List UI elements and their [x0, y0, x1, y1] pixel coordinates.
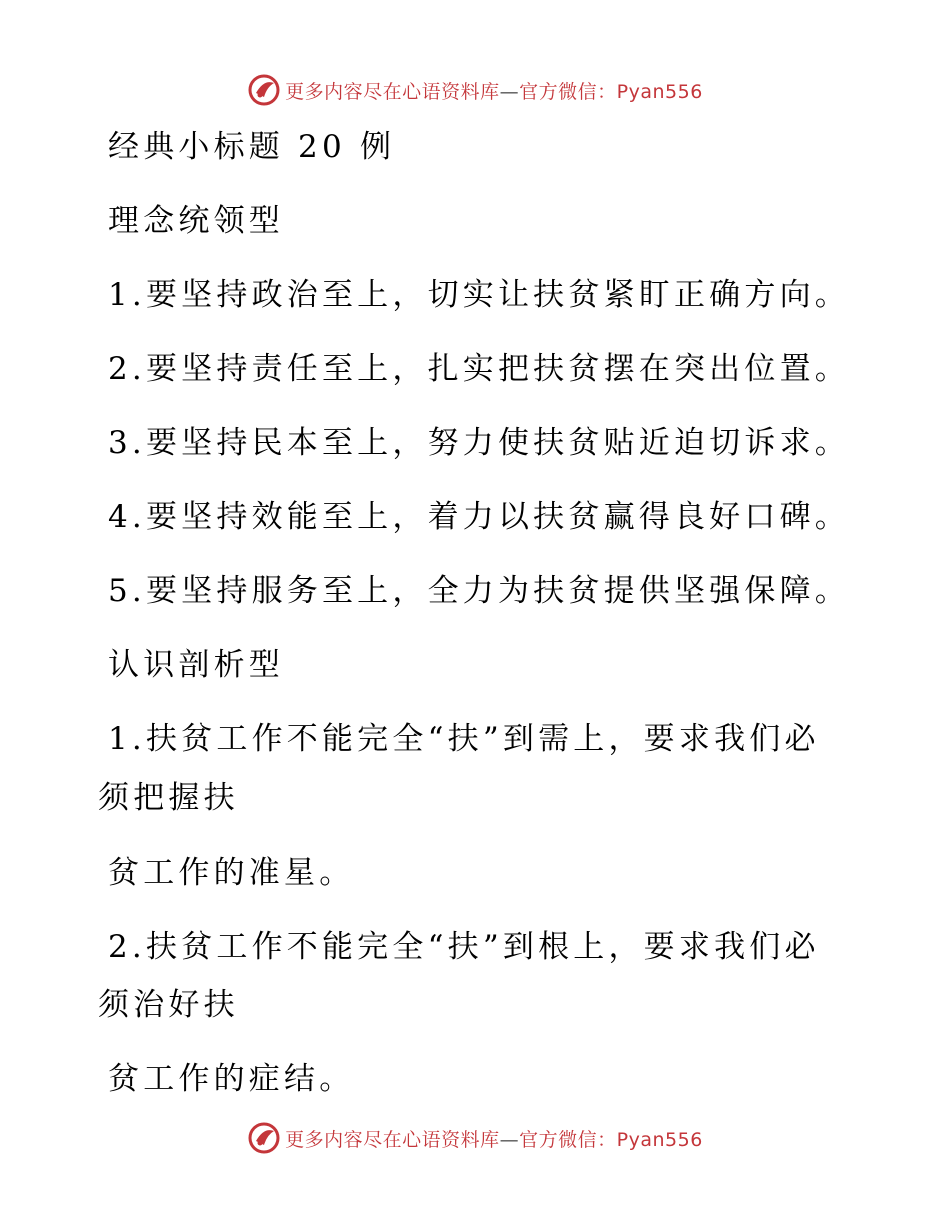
banner-text [285, 1125, 703, 1152]
list-item: 1.扶贫工作不能完全“扶”到需上，要求我们必 [108, 721, 820, 757]
document-title: 经典小标题 20 例 [108, 129, 396, 165]
banner-wechat-text: 官方微信：Pyan556 [519, 80, 703, 103]
list-item-continuation: 须治好扶 [98, 987, 239, 1023]
brand-logo-icon [247, 73, 281, 107]
brand-logo-icon [247, 1121, 281, 1155]
list-item: 2.要坚持责任至上，扎实把扶贫摆在突出位置。 [108, 351, 850, 387]
banner-main-text: 更多内容尽在心语资料库 [285, 1128, 500, 1151]
banner-text [285, 77, 703, 104]
list-item: 3.要坚持民本至上，努力使扶贫贴近迫切诉求。 [108, 425, 850, 461]
banner-main-text: 更多内容尽在心语资料库 [285, 80, 500, 103]
header-banner [0, 70, 950, 110]
section-heading-1: 理念统领型 [108, 203, 284, 239]
section-heading-2: 认识剖析型 [108, 647, 284, 683]
banner-wechat-text: 官方微信：Pyan556 [519, 1128, 703, 1151]
list-item-continuation: 贫工作的准星。 [108, 855, 355, 891]
banner-dash: — [499, 80, 520, 103]
banner-dash: — [499, 1128, 520, 1151]
footer-banner [0, 1118, 950, 1158]
list-item: 4.要坚持效能至上，着力以扶贫赢得良好口碑。 [108, 499, 850, 535]
list-item-continuation: 须把握扶 [98, 780, 239, 816]
list-item: 2.扶贫工作不能完全“扶”到根上，要求我们必 [108, 929, 820, 965]
list-item: 1.要坚持政治至上，切实让扶贫紧盯正确方向。 [108, 277, 850, 313]
list-item: 5.要坚持服务至上，全力为扶贫提供坚强保障。 [108, 573, 850, 609]
list-item-continuation: 贫工作的症结。 [108, 1061, 355, 1097]
